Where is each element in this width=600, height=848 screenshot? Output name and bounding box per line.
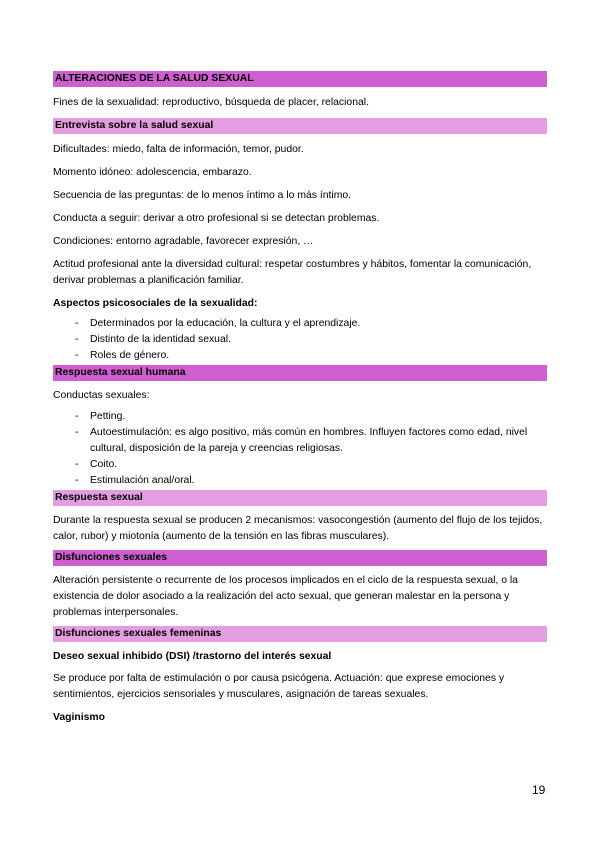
list-conductas xyxy=(53,409,547,489)
paragraph-dificultades: Dificultades: miedo, falta de información, temor, pudor. xyxy=(53,144,304,155)
list-item-text: Petting. xyxy=(90,411,126,422)
list-item xyxy=(53,409,547,425)
paragraph-momento: Momento idóneo: adolescencia, embarazo. xyxy=(53,167,252,178)
list-item-text: Coito. xyxy=(90,459,118,470)
list-dash: - xyxy=(75,459,79,470)
list-item-text: Estimulación anal/oral. xyxy=(90,475,195,486)
list-item-text: Autoestimulación: es algo positivo, más común en hombres. Influyen factores como edad, nivel cultural, disposición de la pareja y creencias religiosas. xyxy=(90,427,528,454)
subheading-dsi: Deseo sexual inhibido (DSI) /trastorno del interés sexual xyxy=(53,651,332,662)
section-heading-disfunciones: Disfunciones sexuales xyxy=(53,550,547,566)
section-heading-respuesta-humana: Respuesta sexual humana xyxy=(53,365,547,381)
paragraph-fines: Fines de la sexualidad: reproductivo, búsqueda de placer, relacional. xyxy=(53,97,369,108)
list-dash: - xyxy=(75,475,79,486)
list-item-text: Determinados por la educación, la cultura y el aprendizaje. xyxy=(90,318,361,329)
paragraph-actitud: Actitud profesional ante la diversidad cultural: respetar costumbres y hábitos, fomentar la comunicación, derivar problemas a planificación familiar. xyxy=(53,259,532,286)
paragraph-secuencia: Secuencia de las preguntas: de lo menos íntimo a lo más íntimo. xyxy=(53,190,352,201)
paragraph-alteracion: Alteración persistente o recurrente de los procesos implicados en el ciclo de la respuesta sexual, o la existencia de dolor asociado a la realización del acto sexual, que generan malestar en la persona y problemas interpersonales. xyxy=(53,575,518,618)
paragraph-conducta: Conducta a seguir: derivar a otro profesional si se detectan problemas. xyxy=(53,213,380,224)
subheading-aspectos: Aspectos psicosociales de la sexualidad: xyxy=(53,298,258,309)
section-heading-respuesta-sexual: Respuesta sexual xyxy=(53,490,547,506)
list-item xyxy=(53,457,547,473)
paragraph-dsi: Se produce por falta de estimulación o por causa psicógena. Actuación: que exprese emociones y sentimientos, ejercicios sensoriales y musculares, asignación de tareas sexuales. xyxy=(53,673,505,700)
section-heading-entrevista: Entrevista sobre la salud sexual xyxy=(53,118,547,134)
list-dash: - xyxy=(75,427,79,438)
list-item xyxy=(53,332,547,348)
list-dash: - xyxy=(75,411,79,422)
section-heading-disfunciones-femeninas: Disfunciones sexuales femeninas xyxy=(53,626,547,642)
list-item xyxy=(53,425,547,457)
list-item-text: Roles de género. xyxy=(90,350,170,361)
paragraph-condiciones: Condiciones: entorno agradable, favorecer expresión, … xyxy=(53,236,314,247)
paragraph-conductas: Conductas sexuales: xyxy=(53,390,150,401)
list-dash: - xyxy=(75,318,79,329)
list-item xyxy=(53,348,547,364)
section-heading-alteraciones: ALTERACIONES DE LA SALUD SEXUAL xyxy=(53,71,547,87)
list-aspectos xyxy=(53,316,547,364)
list-item-text: Distinto de la identidad sexual. xyxy=(90,334,231,345)
page-number: 19 xyxy=(532,783,546,797)
paragraph-mecanismos: Durante la respuesta sexual se producen 2 mecanismos: vasocongestión (aumento del flujo de los tejidos, calor, rubor) y miotonía (aumento de la tensión en las fibras musculares). xyxy=(53,515,543,542)
list-item xyxy=(53,473,547,489)
list-item xyxy=(53,316,547,332)
page-content xyxy=(53,71,547,726)
list-dash: - xyxy=(75,334,79,345)
list-dash: - xyxy=(75,350,79,361)
subheading-vaginismo: Vaginismo xyxy=(53,712,105,723)
